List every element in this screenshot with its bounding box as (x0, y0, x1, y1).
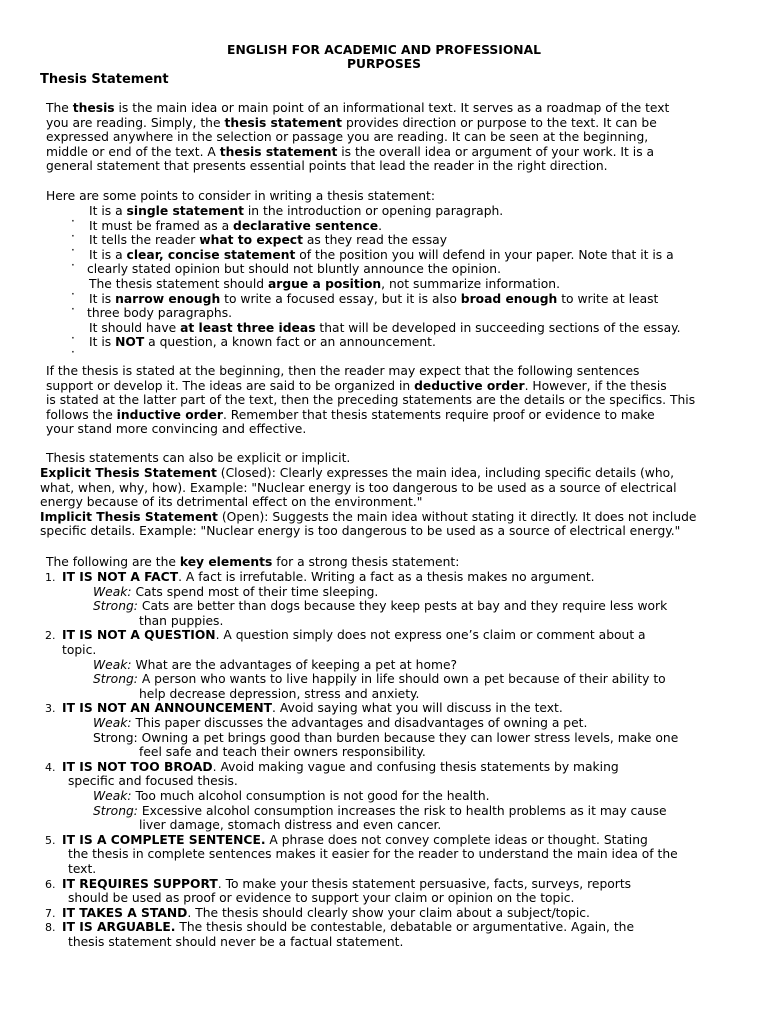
text-run: provides direction or purpose to the text. It can be (342, 115, 657, 130)
key-element-line (62, 906, 590, 921)
intro-line (46, 116, 669, 131)
text-run: energy because of its detrimental effect on the environment." (40, 495, 423, 510)
types-line (40, 481, 697, 496)
list-number: 8. (45, 921, 56, 935)
bullet-point-line (87, 306, 681, 321)
key-element-line (139, 818, 441, 833)
text-run: help decrease depression, stress and anxiety. (139, 686, 420, 701)
text-run: IT IS NOT A QUESTION (62, 628, 216, 643)
order-line (46, 379, 695, 394)
text-run: of the position you will defend in your paper. Note that it is a (295, 247, 674, 262)
text-run: at least three ideas (180, 320, 316, 335)
text-run: your stand more convincing and effective. (46, 422, 307, 437)
key-element-line (93, 599, 667, 614)
text-run: A person who wants to live happily in life should own a pet because of their ability to (137, 672, 666, 687)
text-run: It is a (89, 247, 127, 262)
text-run: you are reading. Simply, the (46, 115, 225, 130)
text-run: Implicit Thesis Statement (40, 509, 218, 524)
text-run: feel safe and teach their owners responsibility. (139, 745, 426, 760)
text-run: . Remember that thesis statements require proof or evidence to make (222, 407, 655, 422)
text-run: single statement (126, 204, 244, 218)
text-run: Strong: (93, 672, 138, 687)
explicit-line (46, 451, 350, 466)
text-run: Excessive alcohol consumption increases the risk to health problems as it may cause (137, 803, 667, 818)
key-element-line (93, 731, 678, 746)
list-number: 4. (45, 760, 56, 774)
key-element-line (62, 643, 96, 658)
bullet-point-line (89, 292, 681, 307)
text-run: should be used as proof or evidence to support your claim or opinion on the topic. (68, 891, 575, 906)
key-element-line (68, 891, 574, 906)
text-run: . Avoid saying what you will discuss in the text. (272, 701, 563, 716)
text-run: The following are the (46, 555, 180, 569)
text-run: Weak: (93, 789, 132, 803)
text-run: thesis statement (219, 144, 338, 159)
key-element-line (62, 570, 595, 585)
key-elements-intro (46, 555, 459, 570)
text-run: Cats are better than dogs because they keep pests at bay and they require less work (137, 599, 668, 614)
text-run: than puppies. (139, 613, 224, 628)
bullet-point-line (89, 204, 681, 219)
text-run: . However, if the thesis (524, 378, 667, 393)
text-run: Strong: (93, 803, 138, 818)
text-run: specific details. Example: "Nuclear energy is too dangerous to be used as a source of electrical energy." (40, 524, 681, 539)
text-run: narrow enough (115, 291, 221, 306)
text-run: support or develop it. The ideas are said to be organized in (46, 378, 415, 393)
text-run: Strong: Owning a pet brings good than burden because they can lower stress levels, make one (93, 730, 679, 745)
intro-line (46, 130, 669, 145)
key-element-line (68, 935, 403, 950)
text-run: . To make your thesis statement persuasive, facts, surveys, reports (217, 876, 632, 891)
bullet-point-line (89, 321, 681, 336)
text-run: IT IS NOT A FACT (62, 570, 179, 584)
list-number: 1. (45, 571, 56, 584)
key-element-line (139, 614, 223, 629)
text-run: is the main idea or main point of an informational text. It serves as a roadmap of the text (114, 101, 670, 115)
section-heading: Thesis Statement (40, 72, 169, 87)
bullet-point-line (89, 248, 681, 263)
key-element-line (68, 862, 96, 877)
text-run: to write at least (557, 291, 659, 306)
text-run: Thesis statements can also be explicit or implicit. (46, 451, 351, 465)
text-run: , not summarize information. (381, 276, 561, 291)
text-run: IT REQUIRES SUPPORT (62, 876, 218, 891)
list-number: 6. (45, 877, 56, 891)
text-run: argue a position (267, 276, 382, 291)
order-line (46, 408, 695, 423)
text-run: A phrase does not convey complete ideas or thought. Stating (265, 832, 648, 847)
text-run: in the introduction or opening paragraph. (243, 204, 504, 218)
text-run: Weak: (93, 657, 132, 672)
document-title-line-2: PURPOSES (346, 57, 422, 71)
key-element-line (139, 745, 426, 760)
key-element-line (62, 833, 648, 848)
list-number: 3. (45, 702, 56, 716)
intro-paragraph (46, 101, 669, 174)
text-run: that will be developed in succeeding sections of the essay. (315, 320, 681, 335)
key-element-line (68, 774, 238, 789)
text-run: text. (68, 862, 97, 876)
text-run: clear, concise statement (126, 247, 296, 262)
key-element-line (68, 847, 678, 862)
text-run: . The thesis should clearly show your claim about a subject/topic. (187, 905, 590, 920)
text-run: This paper discusses the advantages and disadvantages of owning a pet. (131, 716, 588, 730)
key-element-line (62, 701, 563, 716)
text-run: Weak: (93, 716, 132, 730)
text-run: If the thesis is stated at the beginning, then the reader may expect that the following sentences (46, 364, 640, 378)
text-run: thesis (72, 101, 115, 115)
intro-line (46, 159, 669, 174)
text-run: for a strong thesis statement: (272, 555, 460, 569)
text-run: broad enough (460, 291, 558, 306)
key-element-line (93, 804, 667, 819)
text-run: inductive order (116, 407, 223, 422)
text-run: . A question simply does not express one’s claim or comment about a (215, 628, 646, 643)
bullet-point-line (89, 233, 681, 248)
text-run: a question, a known fact or an announcement. (144, 335, 436, 350)
text-run: IT TAKES A STAND (62, 905, 188, 920)
text-run: three body paragraphs. (87, 306, 233, 321)
text-run: the thesis in complete sentences makes it easier for the reader to understand the main idea of the (68, 847, 678, 862)
text-run: thesis statement should never be a factual statement. (68, 935, 404, 949)
text-run: It tells the reader (89, 233, 200, 248)
types-line (40, 524, 697, 539)
text-run: (Open): Suggests the main idea without stating it directly. It does not include (217, 509, 697, 524)
types-line (40, 466, 697, 481)
text-run: What are the advantages of keeping a pet at home? (131, 657, 458, 672)
list-number: 5. (45, 833, 56, 847)
intro-line (46, 145, 669, 160)
text-run: . (378, 218, 383, 233)
text-run: It is (89, 335, 116, 350)
text-run: middle or end of the text. A (46, 144, 220, 159)
key-element-line (139, 687, 419, 702)
text-run: expressed anywhere in the selection or passage you are reading. It can be seen at the beginning, (46, 130, 649, 145)
text-run: to write a focused essay, but it is also (220, 291, 461, 306)
key-element-line (62, 760, 619, 775)
key-element-line (62, 877, 631, 892)
text-run: It is (89, 291, 116, 306)
key-element-line (62, 628, 646, 643)
key-element-line (93, 658, 457, 673)
key-element-line (93, 716, 587, 731)
list-number: 2. (45, 629, 56, 643)
thesis-types (40, 466, 697, 539)
text-run: what to expect (199, 233, 303, 248)
points-intro (46, 189, 435, 204)
text-run: specific and focused thesis. (68, 774, 238, 789)
text-run: . Avoid making vague and confusing thesis statements by making (212, 759, 619, 774)
text-run: as they read the essay (302, 233, 447, 248)
order-paragraph (46, 364, 695, 437)
text-run: (Closed): Clearly expresses the main idea, including specific details (who, (216, 466, 675, 480)
list-number: 7. (45, 906, 56, 920)
types-line (40, 510, 697, 525)
text-run: is the overall idea or argument of your work. It is a (337, 144, 655, 159)
bullet-point-line (89, 335, 681, 350)
text-run: The thesis should be contestable, debatable or argumentative. Again, the (175, 920, 635, 935)
text-run: key elements (179, 555, 273, 569)
key-element-line (93, 789, 490, 804)
text-run: The (46, 101, 73, 115)
text-run: IT IS NOT TOO BROAD (62, 759, 213, 774)
bullet-point-line (89, 219, 681, 234)
text-run: follows the (46, 407, 117, 422)
explicit-implicit-intro (46, 451, 350, 466)
order-line (46, 364, 695, 379)
text-run: It must be framed as a (89, 218, 234, 233)
text-run: what, when, why, how). Example: "Nuclear energy is too dangerous to be used as a source of electrical (40, 480, 677, 495)
points-intro-text: Here are some points to consider in writing a thesis statement: (46, 189, 436, 203)
text-run: NOT (115, 335, 145, 350)
text-run: IT IS NOT AN ANNOUNCEMENT (62, 701, 273, 716)
text-run: Too much alcohol consumption is not good for the health. (131, 789, 490, 803)
text-run: clearly stated opinion but should not bluntly announce the opinion. (87, 262, 501, 277)
text-run: thesis statement (224, 115, 343, 130)
types-line (40, 495, 697, 510)
points-list (89, 204, 681, 350)
text-run: Explicit Thesis Statement (40, 466, 217, 480)
bullet-point-line (87, 262, 681, 277)
text-run: general statement that presents essential points that lead the reader in the right direction. (46, 159, 608, 174)
text-run: liver damage, stomach distress and even cancer. (139, 818, 442, 833)
text-run: deductive order (414, 378, 525, 393)
key-element-line (93, 672, 666, 687)
bullet-point-line (89, 277, 681, 292)
text-run: . A fact is irrefutable. Writing a fact as a thesis makes no argument. (178, 570, 595, 584)
order-line (46, 393, 695, 408)
text-run: Weak: (93, 584, 132, 599)
document-title-line-1: ENGLISH FOR ACADEMIC AND PROFESSIONAL (227, 43, 541, 57)
key-element-line (62, 920, 634, 935)
key-intro-line (46, 555, 459, 570)
text-run: It should have (89, 320, 181, 335)
text-run: is stated at the latter part of the text, then the preceding statements are the details or the specifics. This (46, 393, 696, 408)
text-run: Cats spend most of their time sleeping. (131, 584, 379, 599)
intro-line (46, 101, 669, 116)
text-run: It is a (89, 204, 127, 218)
text-run: IT IS ARGUABLE. (62, 920, 176, 935)
order-line (46, 422, 695, 437)
text-run: The thesis statement should (89, 276, 268, 291)
text-run: IT IS A COMPLETE SENTENCE. (62, 832, 266, 847)
text-run: declarative sentence (233, 218, 379, 233)
key-element-line (93, 585, 378, 600)
text-run: Strong: (93, 599, 138, 614)
text-run: topic. (62, 643, 97, 657)
